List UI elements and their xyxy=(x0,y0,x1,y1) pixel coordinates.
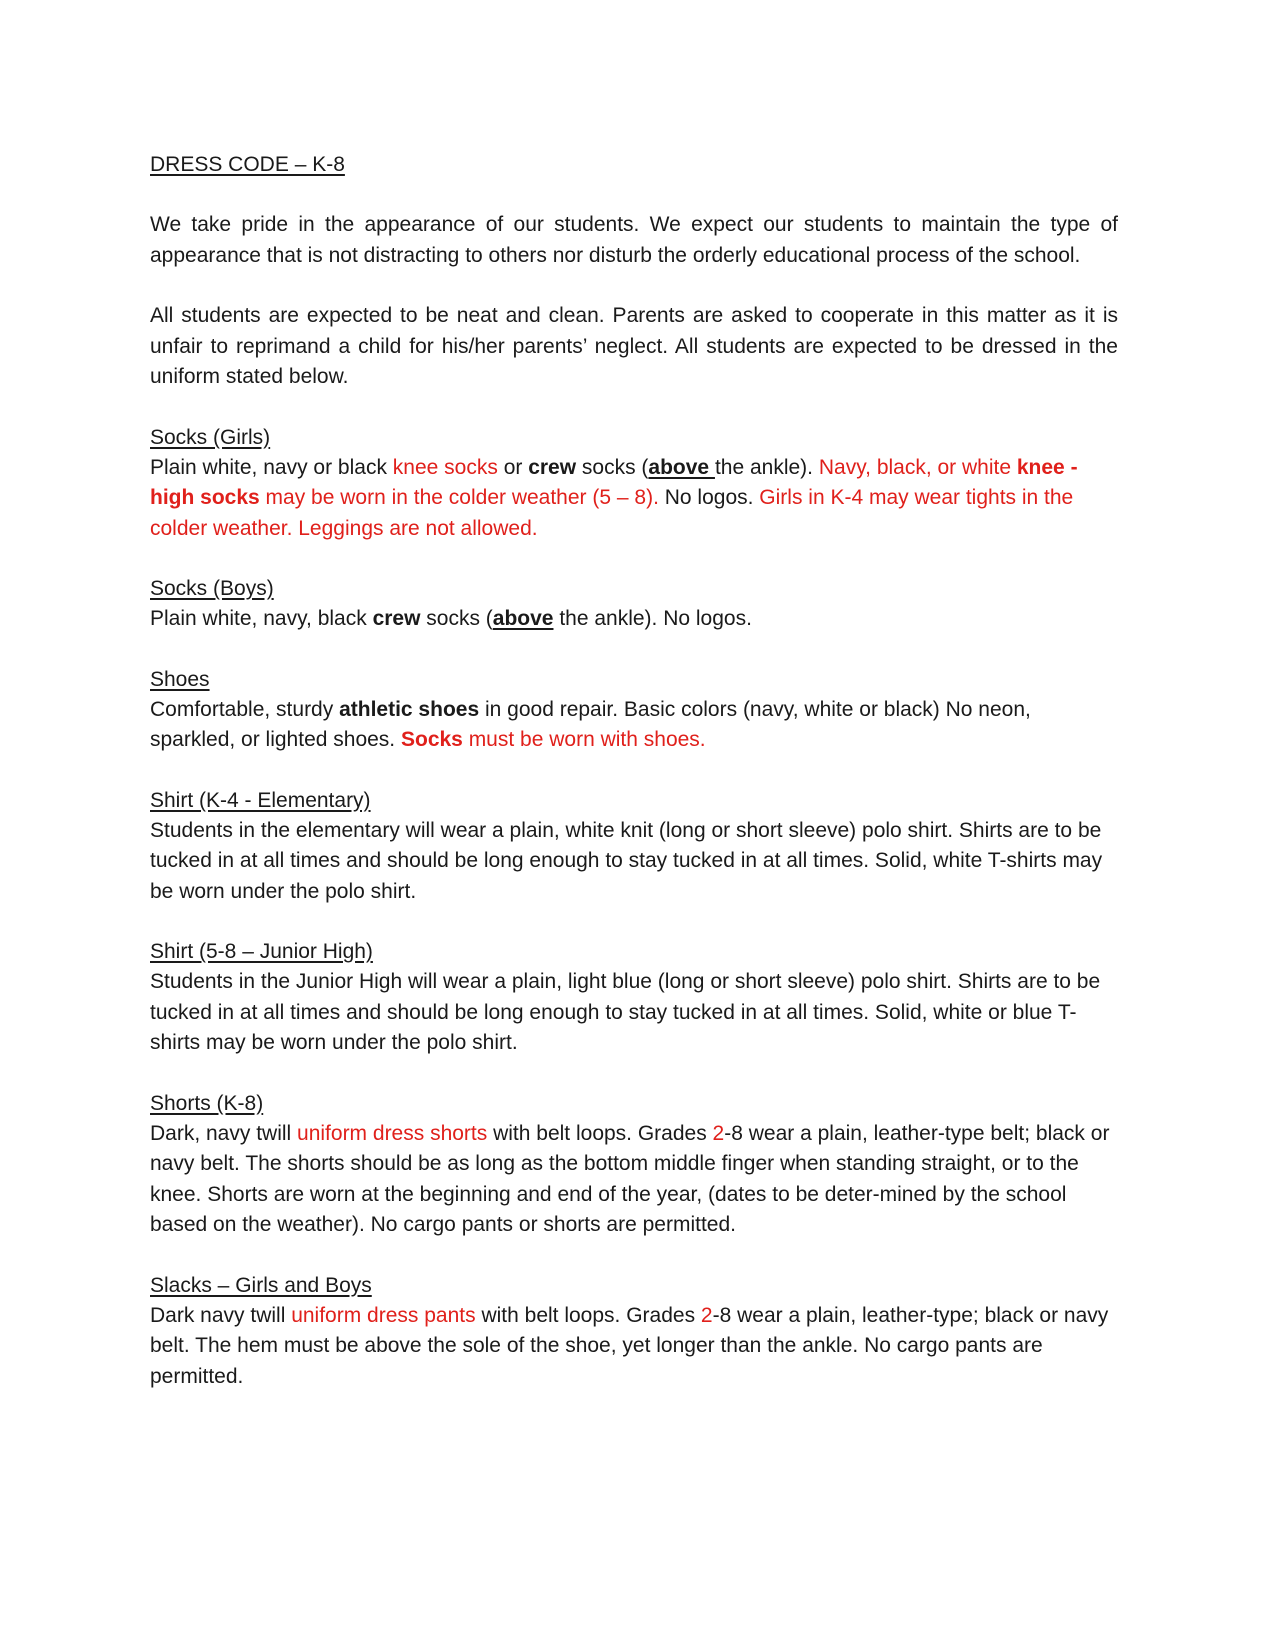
intro-paragraph-1: We take pride in the appearance of our students. We expect our students to maintain the type of appearance that is not distracting to others nor disturb the orderly educational process of the school. xyxy=(150,213,1118,267)
highlighted-text: Navy, black, or white xyxy=(818,455,1017,479)
text-run: Comfortable, sturdy xyxy=(150,697,340,721)
bold-text: crew xyxy=(372,607,421,630)
text-run: or xyxy=(497,455,529,479)
highlighted-text: 2 xyxy=(700,1303,713,1327)
text-run: No logos. xyxy=(658,486,760,509)
section-heading: Shorts (K-8) xyxy=(150,1091,264,1115)
highlighted-bold-text: knee -high socks xyxy=(150,455,1078,509)
section-body: Students in the elementary will wear a plain, white knit (long or short sleeve) polo shirt. Shirts are to be tucked in at all times and should be long enough to stay tucked in at all times. Solid, white T-shirts may be worn under the polo shirt. xyxy=(150,818,1103,903)
text-run: Plain white, navy, black xyxy=(150,607,373,630)
section-body xyxy=(150,1119,1118,1241)
section-heading: Shoes xyxy=(150,667,210,691)
section-shirt-junior-high xyxy=(150,937,1118,1059)
text-run: with belt loops. Grades xyxy=(487,1121,713,1145)
section-heading: Socks (Girls) xyxy=(150,425,271,449)
section-heading: Slacks – Girls and Boys xyxy=(150,1273,372,1297)
section-heading: Shirt (5-8 – Junior High) xyxy=(150,940,373,963)
text-run: -8 wear a plain, leather-type belt; black or navy belt. The shorts should be as long as the bottom middle finger when standing straight, or to the knee. Shorts are worn at the beginning and end of the year, (dates to be deter-mined by the school based on the weather). No cargo pants or shorts are permitted. xyxy=(150,1121,1110,1236)
highlighted-text: must be worn with shoes. xyxy=(462,728,706,751)
highlighted-text: may be worn in the colder weather (5 – 8). xyxy=(259,486,659,509)
highlighted-text: Girls in K-4 may wear tights in the colder weather. Leggings are not allowed. xyxy=(150,486,1074,540)
text-run: socks ( xyxy=(576,455,649,479)
highlighted-bold-text: Socks xyxy=(400,728,463,751)
section-shoes xyxy=(150,665,1118,756)
highlighted-text: uniform dress pants xyxy=(291,1303,476,1327)
section-socks-boys xyxy=(150,574,1118,635)
section-shorts xyxy=(150,1089,1118,1241)
highlighted-text: uniform dress shorts xyxy=(297,1121,488,1145)
document-page xyxy=(150,150,1118,1422)
bold-text: crew xyxy=(528,455,577,479)
text-run: Dark, navy twill xyxy=(150,1121,298,1145)
section-slacks xyxy=(150,1271,1118,1393)
highlighted-text: knee socks xyxy=(392,455,498,479)
text-run: socks ( xyxy=(420,607,493,630)
section-body: Students in the Junior High will wear a plain, light blue (long or short sleeve) polo shirt. Shirts are to be tucked in at all times and should be long enough to stay tucked in at all times. Solid, white or blue T-shirts may be worn under the polo shirt. xyxy=(150,970,1101,1054)
text-run: with belt loops. Grades xyxy=(475,1303,701,1327)
section-heading: Socks (Boys) xyxy=(150,577,274,600)
document-title: DRESS CODE – K-8 xyxy=(150,153,345,176)
section-heading: Shirt (K-4 - Elementary) xyxy=(150,788,371,812)
text-run: the ankle). xyxy=(714,455,819,479)
text-run: in good repair. Basic colors (navy, white or black) No neon, sparkled, or lighted shoes. xyxy=(150,697,1031,751)
section-shirt-elementary xyxy=(150,786,1118,908)
section-body xyxy=(150,453,1118,545)
bold-underlined-text: above xyxy=(648,455,715,479)
bold-underlined-text: above xyxy=(492,607,554,630)
section-body xyxy=(150,1301,1118,1393)
section-body xyxy=(150,695,1118,756)
section-socks-girls xyxy=(150,423,1118,545)
intro-paragraph-2: All students are expected to be neat and clean. Parents are asked to cooperate in this matter as it is unfair to reprimand a child for his/her parents’ neglect. All students are expected to be dressed in the uniform stated below. xyxy=(150,304,1118,388)
text-run: -8 wear a plain, leather-type; black or navy belt. The hem must be above the sole of the shoe, yet longer than the ankle. No cargo pants are permitted. xyxy=(150,1303,1109,1388)
highlighted-text: 2 xyxy=(712,1121,725,1145)
text-run: Dark navy twill xyxy=(150,1303,292,1327)
text-run: the ankle). No logos. xyxy=(553,607,752,630)
text-run: Plain white, navy or black xyxy=(150,455,393,479)
bold-text: athletic shoes xyxy=(339,697,480,721)
section-body xyxy=(150,604,1118,635)
